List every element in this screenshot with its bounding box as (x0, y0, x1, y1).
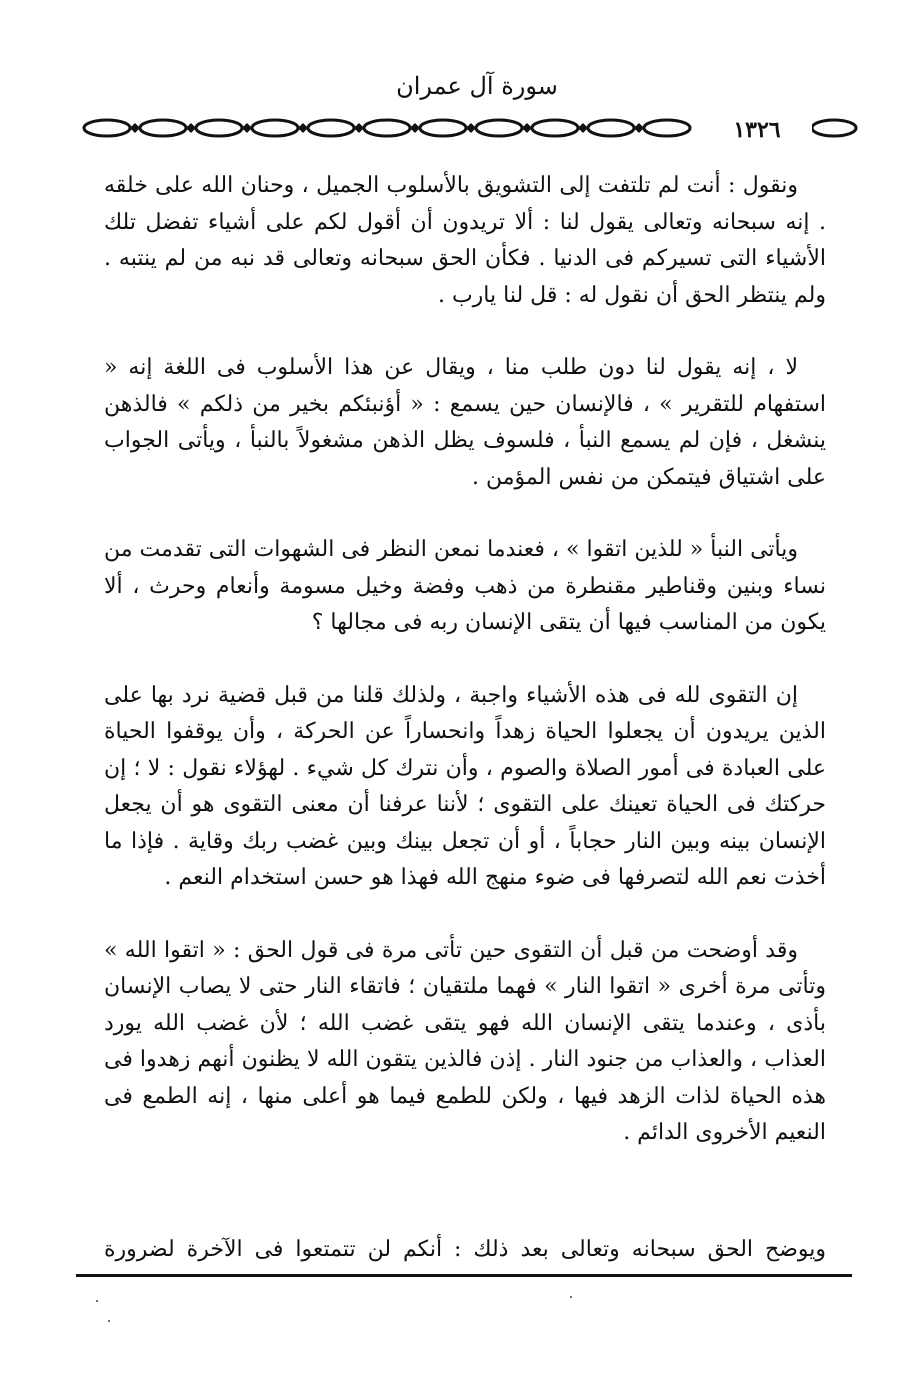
page-number: ١٣٢٦ (702, 117, 812, 143)
ornament-link (532, 120, 578, 136)
scan-speck (108, 1320, 110, 1322)
surah-title-text: سورة آل عمران (396, 72, 558, 100)
body-text (104, 168, 826, 1152)
surah-title (0, 72, 914, 100)
paragraph-4: إن التقوى لله فى هذه الأشياء واجبة ، ولذلك قلنا من قبل قضية نرد بها على الذين يريدون أن يجعلوا الحياة زهداً وانحساراً عن الحركة ، وأن يوقفوا الحياة على العبادة فى أمور الصلاة والصوم ، وأن نترك كل شيء . لهؤلاء نقول : لا ؛ إن حركتك فى الحياة تعينك على التقوى ؛ لأننا عرفنا أن معنى التقوى هو أن يجعل الإنسان بينه وبين النار حجاباً ، أو أن تجعل بينك وبين غضب ربك وقاية . فإذا ما أخذت نعم الله لتصرفها فى ضوء منهج الله فهذا هو حسن استخدام النعم . (104, 682, 826, 890)
ornament-link (140, 120, 186, 136)
ornament-link (196, 120, 242, 136)
ornament-link (420, 120, 466, 136)
footer-rule (76, 1274, 852, 1277)
ornament-link (252, 120, 298, 136)
paragraph-5: وقد أوضحت من قبل أن التقوى حين تأتى مرة فى قول الحق : « اتقوا الله » وتأتى مرة أخرى « اتقوا النار » فهما ملتقيان ؛ فاتقاء النار حتى لا يصاب الإنسان بأذى ، وعندما يتقى الإنسان الله فهو يتقى غضب الله ؛ لأن غضب الله يورد العذاب ، والعذاب من جنود النار . إذن فالذين يتقون الله لا يظنون أنهم زهدوا فى هذه الحياة لذات الزهد فيها ، ولكن للطمع فيما هو أعلى منها ، إنه الطمع فى النعيم الأخروى الدائم . (104, 937, 826, 1145)
ornament-link (588, 120, 634, 136)
ornament-link (644, 120, 690, 136)
continuation-line: ويوضح الحق سبحانه وتعالى بعد ذلك : أنكم لن تتمتعوا فى الآخرة لضرورة (104, 1237, 826, 1262)
ornament-link (84, 120, 130, 136)
scan-speck (570, 1296, 572, 1298)
ornament-link (812, 120, 856, 136)
paragraph-3: ويأتى النبأ « للذين اتقوا » ، فعندما نمعن النظر فى الشهوات التى تقدمت من نساء وبنين وقناطير مقنطرة من ذهب وفضة وخيل مسومة وأنعام وحرث ، ألا يكون من المناسب فيها أن يتقى الإنسان ربه فى مجالها ؟ (104, 537, 826, 635)
ornament-link (476, 120, 522, 136)
ornament-link (308, 120, 354, 136)
paragraph-2: لا ، إنه يقول لنا دون طلب منا ، ويقال عن هذا الأسلوب فى اللغة إنه « استفهام للتقرير » ، فالإنسان حين يسمع : « أؤنبئكم بخير من ذلكم » فالذهن ينشغل ، فإن لم يسمع النبأ ، فلسوف يظل الذهن مشغولاً بالنبأ ، ويأتى الجواب على اشتياق فيتمكن من نفس المؤمن . (104, 355, 826, 490)
ornament-link (364, 120, 410, 136)
scan-speck (96, 1300, 98, 1302)
paragraph-1: ونقول : أنت لم تلتفت إلى التشويق بالأسلوب الجميل ، وحنان الله على خلقه . إنه سبحانه وتعالى يقول لنا : ألا تريدون أن أقول لكم على أشياء تفضل تلك الأشياء التى تسيركم فى الدنيا . فكأن الحق سبحانه وتعالى قد نبه من لم ينتبه . ولم ينتظر الحق أن نقول له : قل لنا يارب . (104, 173, 826, 308)
